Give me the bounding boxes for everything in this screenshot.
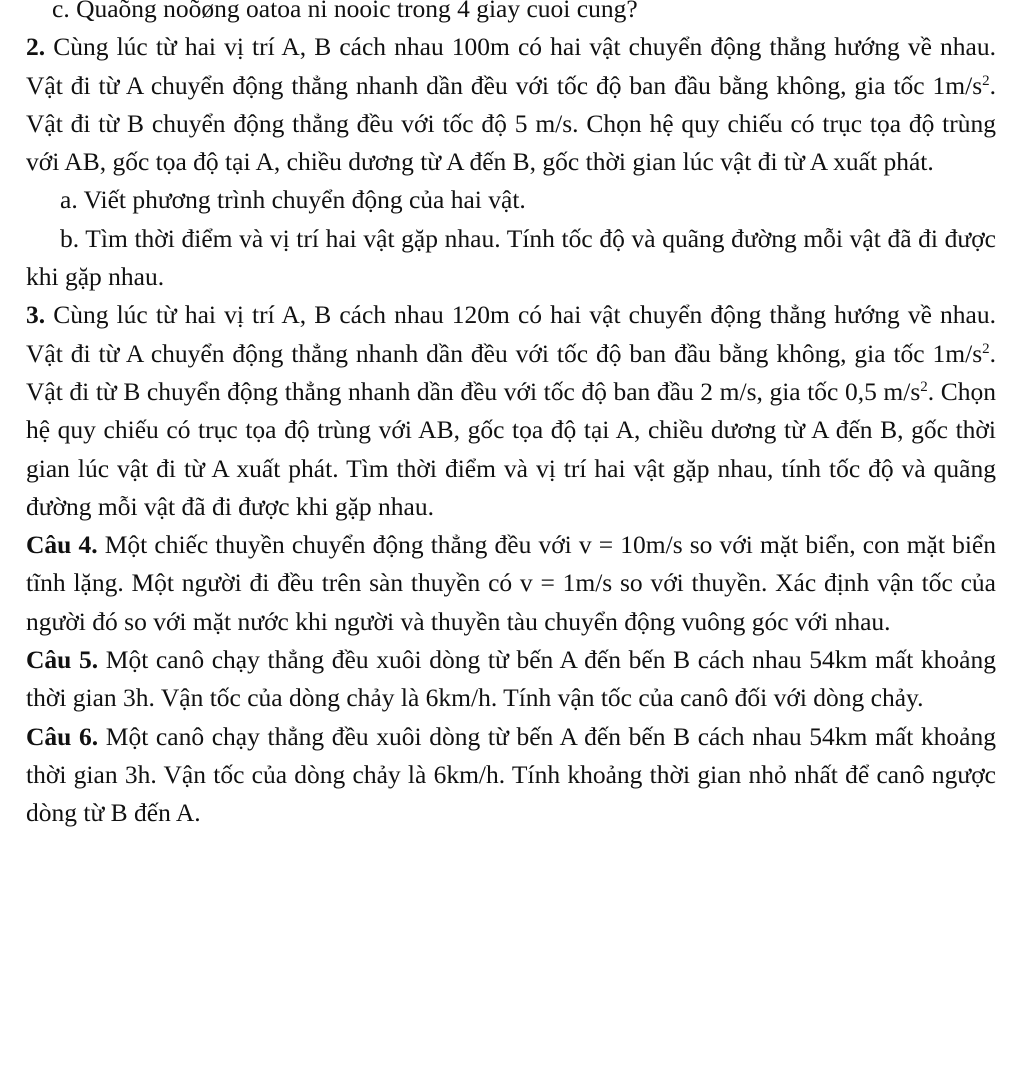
question-2-text-b: . Vật đi từ B chuyển động thẳng đều với tốc độ 5 m/s. Chọn hệ quy chiếu có trục tọa độ trùng với AB, gốc tọa độ tại A, chiều dương từ A đến B, gốc thời gian lúc vật đi từ A xuất phát.: [26, 70, 996, 177]
document-page: [26, 0, 996, 833]
question-2-exponent: 2: [982, 72, 990, 89]
cut-off-line: [26, 0, 996, 28]
question-3-text-b: . Vật đi từ B chuyển động thẳng nhanh dần đều với tốc độ ban đầu 2 m/s, gia tốc 0,5 m/s: [26, 338, 996, 406]
question-5: [26, 641, 996, 718]
question-3: [26, 296, 996, 526]
question-2: [26, 28, 996, 181]
cut-off-text: c. Quaõng noõøng oatoa ni nooic trong 4 giay cuoi cung?: [52, 0, 638, 23]
question-6-text: Một canô chạy thẳng đều xuôi dòng từ bến A đến bến B cách nhau 54km mất khoảng thời gian 3h. Vận tốc của dòng chảy là 6km/h. Tính khoảng thời gian nhỏ nhất để canô ngược dòng từ B đến A.: [26, 721, 996, 828]
question-3-number: 3.: [26, 300, 46, 330]
question-4-number: Câu 4.: [26, 530, 98, 560]
question-4-text: Một chiếc thuyền chuyển động thẳng đều với v = 10m/s so với mặt biển, con mặt biển tĩnh lặng. Một người đi đều trên sàn thuyền có v = 1m/s so với thuyền. Xác định vận tốc của người đó so với mặt nước khi người và thuyền tàu chuyển động vuông góc với nhau.: [26, 530, 996, 636]
question-3-exponent-1: 2: [982, 340, 990, 357]
question-6-number: Câu 6.: [26, 721, 99, 751]
question-6: [26, 718, 996, 833]
question-2-text-a: Cùng lúc từ hai vị trí A, B cách nhau 100m có hai vật chuyển động thẳng hướng về nhau. Vật đi từ A chuyển động thẳng nhanh dần đều với tốc độ ban đầu bằng không, gia tốc 1m/s: [26, 32, 996, 100]
question-2-part-b: b. Tìm thời điểm và vị trí hai vật gặp nhau. Tính tốc độ và quãng đường mỗi vật đã đi được khi gặp nhau.: [26, 223, 996, 292]
question-3-text-c: . Chọn hệ quy chiếu có trục tọa độ trùng với AB, gốc tọa độ tại A, chiều dương từ A đến B, gốc thời gian lúc vật đi từ A xuất phát. Tìm thời điểm và vị trí hai vật gặp nhau, tính tốc độ và quãng đường mỗi vật đã đi được khi gặp nhau.: [26, 376, 996, 521]
question-3-exponent-2: 2: [920, 378, 928, 395]
question-2-number: 2.: [26, 32, 46, 62]
question-3-text-a: Cùng lúc từ hai vị trí A, B cách nhau 120m có hai vật chuyển động thẳng hướng về nhau. Vật đi từ A chuyển động thẳng nhanh dần đều với tốc độ ban đầu bằng không, gia tốc 1m/s: [26, 300, 996, 368]
question-4: [26, 526, 996, 641]
question-5-text: Một canô chạy thẳng đều xuôi dòng từ bến A đến bến B cách nhau 54km mất khoảng thời gian 3h. Vận tốc của dòng chảy là 6km/h. Tính vận tốc của canô đối với dòng chảy.: [26, 645, 996, 713]
question-2-part-a: a. Viết phương trình chuyển động của hai vật.: [60, 185, 526, 215]
question-5-number: Câu 5.: [26, 645, 99, 675]
